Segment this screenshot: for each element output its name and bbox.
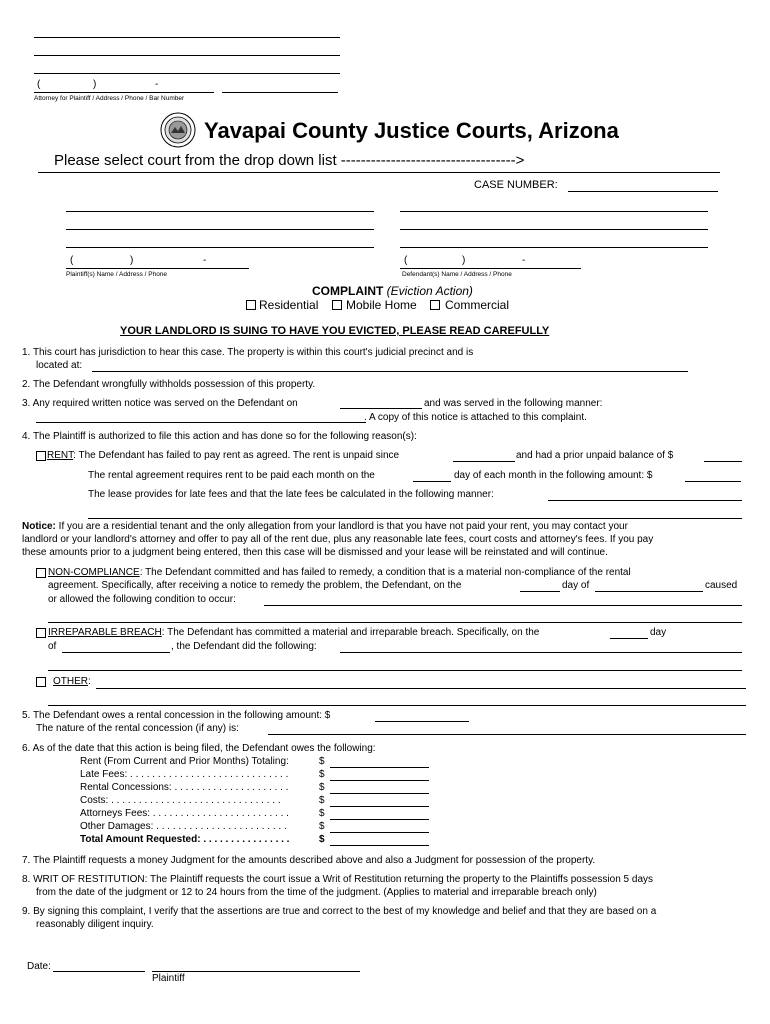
item-6-text: 6. As of the date that this action is being filed, the Defendant owes the following: [22,743,376,754]
irreparable-breach-field-1[interactable] [340,652,742,653]
attorney-phone-close: ) [93,79,97,90]
attorney-caption: Attorney for Plaintiff / Address / Phone / Bar Number [34,95,185,102]
irreparable-breach-label: IRREPARABLE BREACH [48,627,162,638]
defendant-phone-close: ) [462,255,466,266]
amount-dollar-rent: $ [319,756,325,767]
mobile-home-checkbox[interactable] [332,300,342,310]
non-compliance-text: : The Defendant committed and has failed to remedy, a condition that is a material non-compliance of the rental [139,567,631,578]
rent-text: : The Defendant has failed to pay rent as agreed. The rent is unpaid since [73,450,400,461]
non-compliance-line-3: or allowed the following condition to occur: [48,594,236,605]
rent-due-day-text: The rental agreement requires rent to be paid each month on the [88,470,375,481]
amount-field-other-damages[interactable] [330,832,429,833]
amount-field-rental-concessions[interactable] [330,793,429,794]
item-5-text: 5. The Defendant owes a rental concession in the following amount: $ [22,710,331,721]
court-select-prompt[interactable]: Please select court from the drop down list -----------------------------------> [54,152,525,169]
other-colon: : [88,676,91,687]
item-3-attached: . A copy of this notice is attached to this complaint. [364,412,587,423]
late-fees-text: The lease provides for late fees and that the late fees be calculated in the following manner: [88,489,494,500]
non-compliance-day-of: day of [562,580,590,591]
residential-label: Residential [259,298,319,312]
complaint-heading [312,284,473,298]
other-field-1[interactable] [96,688,746,689]
irreparable-breach-line-1 [48,627,539,638]
amount-label-other-damages: Other Damages: . . . . . . . . . . . . . . . . . . . . . . . . [80,821,287,832]
item-9-text-1: 9. By signing this complaint, I verify that the assertions are true and correct to the best of my knowledge and belief and that they are based on a [22,906,657,917]
defendant-phone-open: ( [404,255,408,266]
item-8-text-2: from the date of the judgment or 12 to 24 hours from the time of the judgment. (Applies to material and irreparable breach only) [36,887,597,898]
plaintiff-line-2[interactable] [66,229,374,230]
irreparable-breach-month-field[interactable] [62,652,170,653]
date-label: Date: [27,961,51,972]
defendant-line-2[interactable] [400,229,708,230]
defendant-caption: Defendant(s) Name / Address / Phone [402,271,512,278]
plaintiff-caption: Plaintiff(s) Name / Address / Phone [66,271,168,278]
other-label: OTHER [53,676,88,687]
rent-label: RENT [47,450,74,461]
notice-label: Notice: [22,521,56,532]
item-5-nature: The nature of the rental concession (if any) is: [36,723,239,734]
other-line [53,676,91,687]
amount-field-attorneys-fees[interactable] [330,819,429,820]
defendant-phone-dash: - [522,255,526,266]
attorney-bar-line[interactable] [222,92,338,93]
plaintiff-phone-open: ( [70,255,74,266]
item-9-text-2: reasonably diligent inquiry. [36,919,154,930]
attorney-line-3[interactable] [34,73,340,74]
attorney-phone-open: ( [37,79,41,90]
notice-text-1: If you are a residential tenant and the only allegation from your landlord is that you have not paid your rent, you may contact your [55,521,628,532]
amount-label-costs: Costs: . . . . . . . . . . . . . . . . . . . . . . . . . . . . . . . [80,795,281,806]
defendant-phone-line[interactable] [400,268,581,269]
amount-label-late-fees: Late Fees: . . . . . . . . . . . . . . . . . . . . . . . . . . . . . [80,769,289,780]
rent-prior-balance-text: and had a prior unpaid balance of $ [516,450,674,461]
notice-line-3: these amounts prior to a judgment being entered, then this case will be dismissed and your lease will be reinstated and will continue. [22,547,608,558]
amount-field-total[interactable] [330,845,429,846]
notice-line-2: landlord or your landlord's attorney and offer to pay all of the rent due, plus any reasonable late fees, court costs and attorney's fees. If you pay [22,534,654,545]
amount-field-rent[interactable] [330,767,429,768]
notice-line-1 [22,521,628,532]
item-4-text: 4. The Plaintiff is authorized to file this action and has done so for the following reason(s): [22,431,417,442]
non-compliance-month-field[interactable] [595,591,703,592]
defendant-line-1[interactable] [400,211,708,212]
rent-amount-field[interactable] [685,481,741,482]
non-compliance-condition-field-2[interactable] [48,622,742,623]
rental-concession-amount-field[interactable] [375,721,469,722]
commercial-checkbox[interactable] [430,300,440,310]
eviction-warning: YOUR LANDLORD IS SUING TO HAVE YOU EVICTED, PLEASE READ CAREFULLY [120,325,550,337]
amount-label-rental-concessions: Rental Concessions: . . . . . . . . . . . . . . . . . . . . . [80,782,289,793]
amount-dollar-late-fees: $ [319,769,325,780]
amount-dollar-rental-concessions: $ [319,782,325,793]
amount-field-late-fees[interactable] [330,780,429,781]
item-1-located: located at: [36,360,83,371]
irreparable-breach-of: of [48,641,57,652]
item-2-text: 2. The Defendant wrongfully withholds possession of this property. [22,379,316,390]
item-7-text: 7. The Plaintiff requests a money Judgment for the amounts described above and also a Judgment for possession of the property. [22,855,596,866]
other-checkbox[interactable] [36,677,46,687]
case-number-field[interactable] [568,191,718,192]
irreparable-breach-day-field[interactable] [610,638,648,639]
amount-dollar-other-damages: $ [319,821,325,832]
plaintiff-line-1[interactable] [66,211,374,212]
plaintiff-phone-line[interactable] [66,268,249,269]
notice-manner-field[interactable] [36,422,366,423]
late-fees-field-1[interactable] [548,500,742,501]
irreparable-breach-day: day [650,627,667,638]
rent-due-day-field[interactable] [413,481,451,482]
late-fees-field-2[interactable] [88,518,742,519]
rent-checkbox[interactable] [36,451,46,461]
item-3-text: 3. Any required written notice was served on the Defendant on [22,398,298,409]
rent-unpaid-since-field[interactable] [453,461,515,462]
plaintiff-phone-dash: - [203,255,207,266]
irreparable-breach-text: : The Defendant has committed a material and irreparable breach. Specifically, on the [161,627,540,638]
court-divider [38,172,720,173]
irreparable-breach-field-2[interactable] [48,670,742,671]
amount-label-rent: Rent (From Current and Prior Months) Totaling: [80,756,289,767]
attorney-line-2[interactable] [34,55,340,56]
property-address-field[interactable] [92,371,688,372]
rent-amount-text: day of each month in the following amount: $ [454,470,653,481]
item-8-text-1: 8. WRIT OF RESTITUTION: The Plaintiff requests the court issue a Writ of Restitution returning the property to the Plaintiffs possession 5 days [22,874,654,885]
plaintiff-phone-close: ) [130,255,134,266]
irreparable-breach-did: , the Defendant did the following: [171,641,317,652]
county-seal-icon [160,112,196,148]
attorney-line-1[interactable] [34,37,340,38]
item-3-manner: and was served in the following manner: [424,398,603,409]
rent-line-1 [47,450,399,461]
plaintiff-signature-label: Plaintiff [152,973,185,984]
non-compliance-line-2: agreement. Specifically, after receiving a notice to remedy the problem, the Defendant, on the [48,580,462,591]
court-title: Yavapai County Justice Courts, Arizona [204,118,619,143]
plaintiff-signature-field[interactable] [152,971,360,972]
rental-concession-nature-field[interactable] [268,734,746,735]
defendant-line-3[interactable] [400,247,708,248]
date-field[interactable] [53,971,145,972]
non-compliance-condition-field-1[interactable] [264,605,742,606]
amount-dollar-total: $ [319,834,325,845]
commercial-label: Commercial [445,298,510,312]
amount-label-attorneys-fees: Attorneys Fees: . . . . . . . . . . . . . . . . . . . . . . . . . [80,808,289,819]
complaint-subtitle: (Eviction Action) [386,284,473,298]
attorney-phone-dash: - [155,79,159,90]
non-compliance-checkbox[interactable] [36,568,46,578]
complaint-title: COMPLAINT [312,284,384,298]
non-compliance-caused: caused [705,580,738,591]
rent-prior-balance-field[interactable] [704,461,742,462]
amount-dollar-attorneys-fees: $ [319,808,325,819]
attorney-phone-line[interactable] [34,92,214,93]
non-compliance-line-1 [48,567,631,578]
amount-label-total: Total Amount Requested: . . . . . . . . . . . . . . . . [80,834,290,845]
notice-served-date-field[interactable] [340,408,422,409]
mobile-home-label: Mobile Home [346,298,417,312]
irreparable-breach-checkbox[interactable] [36,628,46,638]
amount-field-costs[interactable] [330,806,429,807]
non-compliance-day-field[interactable] [520,591,560,592]
amount-dollar-costs: $ [319,795,325,806]
non-compliance-label: NON-COMPLIANCE [48,567,140,578]
plaintiff-line-3[interactable] [66,247,374,248]
residential-checkbox[interactable] [246,300,256,310]
case-number-label: CASE NUMBER: [474,179,558,191]
item-1-text: 1. This court has jurisdiction to hear this case. The property is within this court's judicial precinct and is [22,347,474,358]
other-field-2[interactable] [48,705,746,706]
